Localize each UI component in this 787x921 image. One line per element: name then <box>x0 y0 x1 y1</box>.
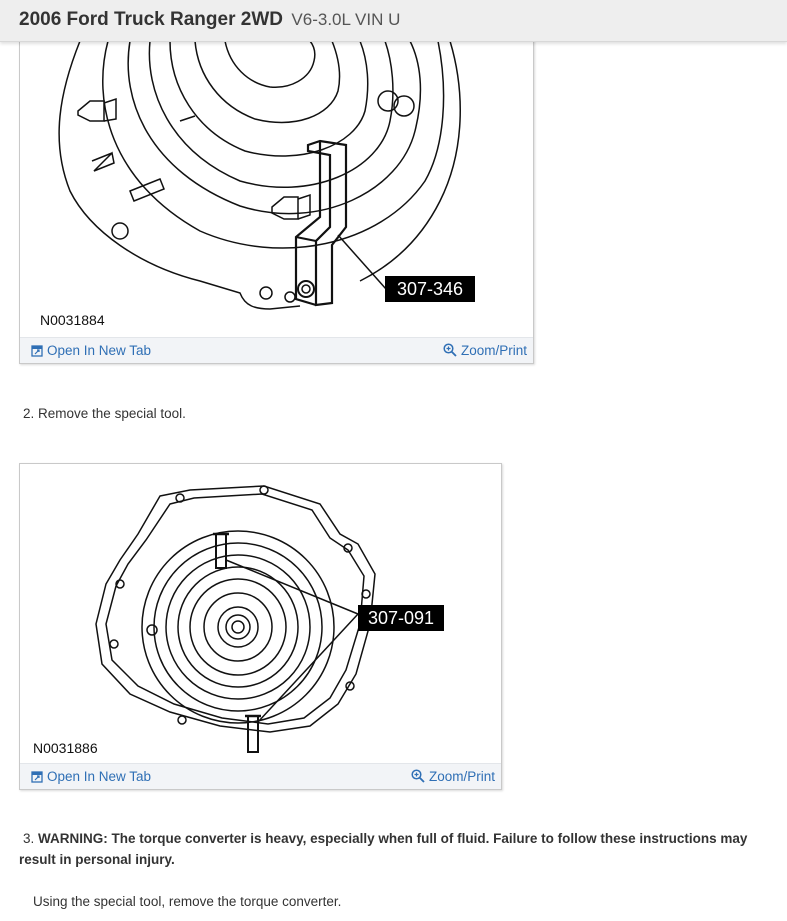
open-new-tab-label: Open In New Tab <box>47 343 152 358</box>
zoom-magnifier-icon <box>411 769 425 783</box>
open-new-tab-link[interactable] <box>31 769 151 784</box>
callout-label: 307-346 <box>396 279 464 299</box>
figure-2-illustration[interactable] <box>20 464 501 764</box>
step-number: 2. <box>23 406 35 421</box>
step-3-text: Using the special tool, remove the torque converter. <box>33 894 342 909</box>
callout-label: 307-091 <box>367 608 435 628</box>
zoom-print-label: Zoom/Print <box>428 769 495 784</box>
figure-1-illustration[interactable] <box>20 31 533 337</box>
step-text: Remove the special tool. <box>38 406 186 421</box>
step-warning: WARNING: The torque converter is heavy, especially when full of fluid. Failure to follow these instructions may result in personal injury. <box>19 831 748 867</box>
open-new-tab-icon <box>31 771 43 783</box>
figure-toolbar <box>20 763 501 789</box>
open-new-tab-label: Open In New Tab <box>47 769 152 784</box>
figure-id: N0031884 <box>40 312 105 328</box>
zoom-print-link[interactable] <box>411 769 495 784</box>
step-3 <box>19 828 787 870</box>
figure-1 <box>19 30 534 364</box>
engine-subtitle: V6-3.0L VIN U <box>291 10 401 29</box>
figure-id: N0031886 <box>33 740 98 756</box>
open-new-tab-link[interactable] <box>31 343 151 358</box>
zoom-magnifier-icon <box>443 343 457 357</box>
figure-2 <box>19 463 502 790</box>
page-title: 2006 Ford Truck Ranger 2WD <box>19 9 283 30</box>
zoom-print-label: Zoom/Print <box>460 343 527 358</box>
step-2 <box>23 403 186 424</box>
page-header <box>0 0 787 42</box>
figure-toolbar <box>20 337 533 363</box>
open-new-tab-icon <box>31 345 43 357</box>
step-number: 3. <box>23 831 35 846</box>
zoom-print-link[interactable] <box>443 343 527 358</box>
